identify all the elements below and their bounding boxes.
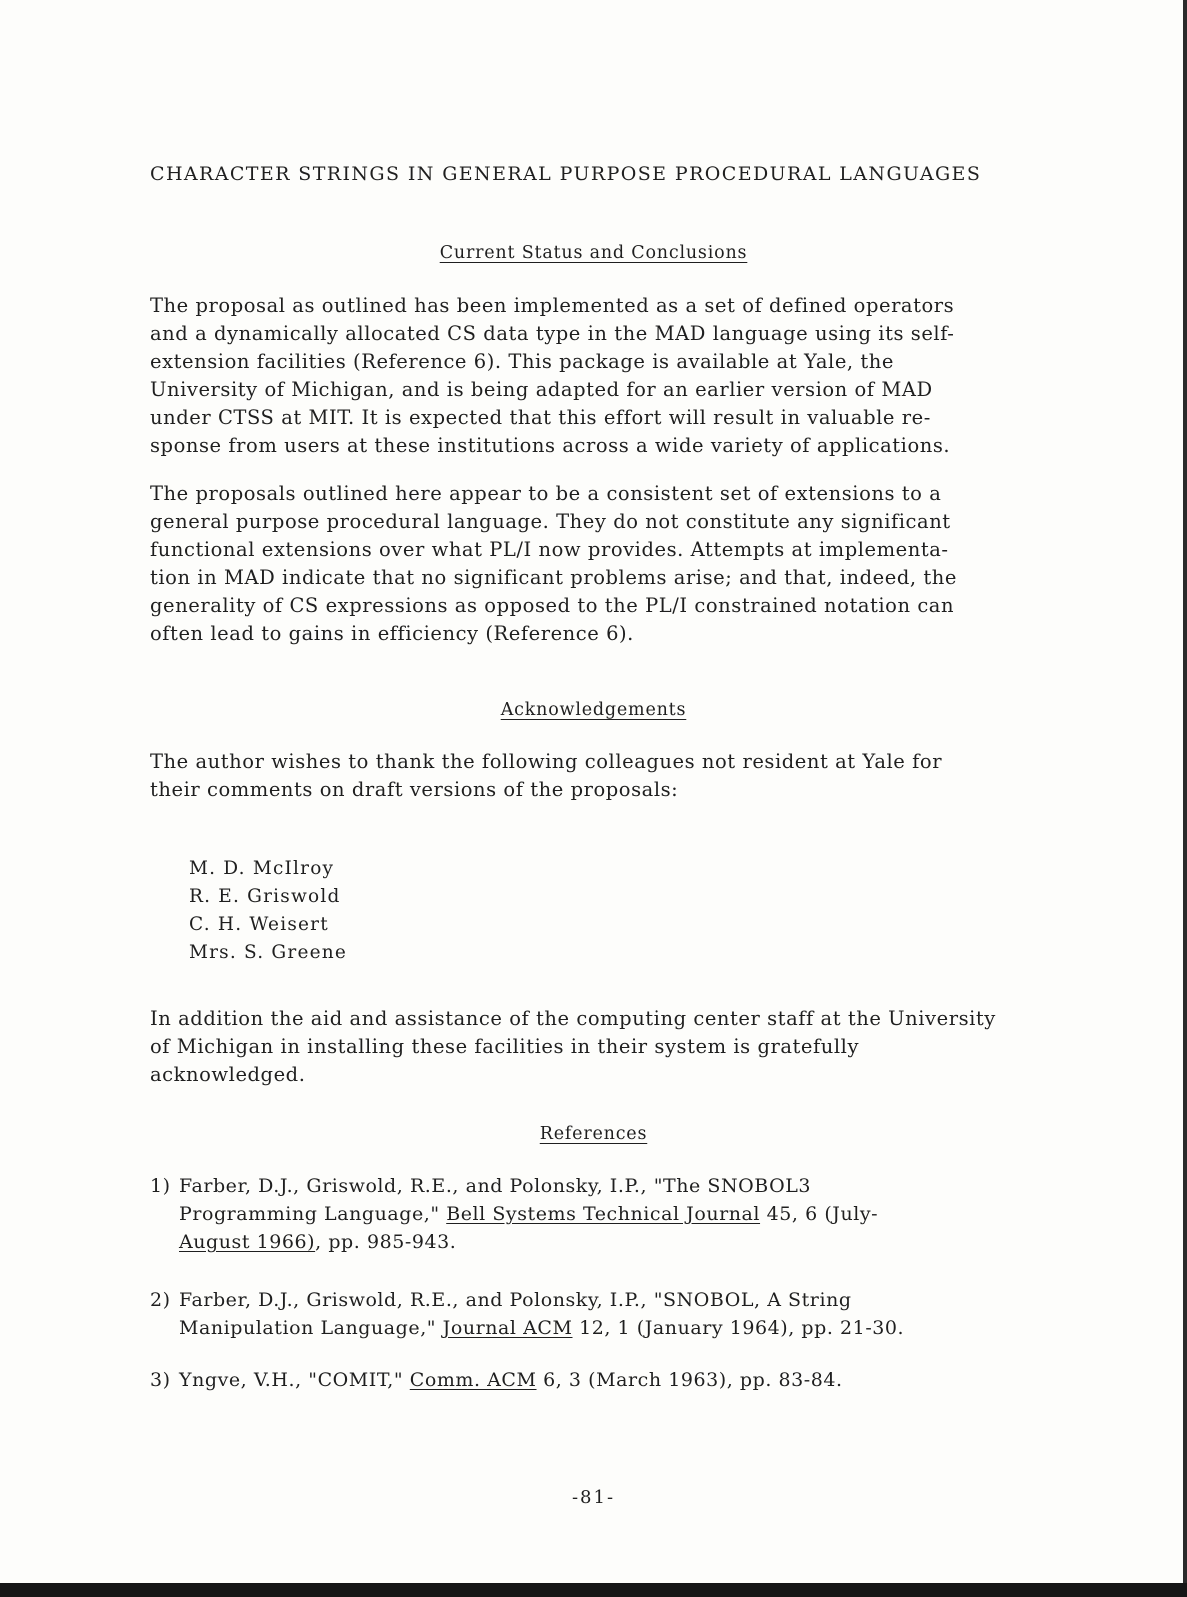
text-line: and a dynamically allocated CS data type in the MAD language using its self- — [150, 322, 955, 345]
status-paragraph-1 — [150, 292, 1080, 460]
text-span: , pp. 985-943. — [315, 1231, 457, 1253]
text-span: Programming Language," — [179, 1203, 447, 1225]
section-heading-status — [0, 243, 1187, 263]
text-line: functional extensions over what PL/I now provides. Attempts at implementa- — [150, 538, 949, 561]
document-title: CHARACTER STRINGS IN GENERAL PURPOSE PROCEDURAL LANGUAGES — [150, 163, 982, 185]
heading-text: References — [539, 1124, 648, 1144]
reference-number: 1) — [150, 1175, 171, 1197]
text-span: Yngve, V.H., "COMIT," — [179, 1369, 410, 1391]
status-paragraph-2 — [150, 480, 1080, 648]
text-line: general purpose procedural language. They do not constitute any significant — [150, 510, 951, 533]
journal-title: August 1966) — [179, 1231, 316, 1253]
colleague-name: R. E. Griswold — [189, 886, 341, 907]
journal-title: Journal ACM — [442, 1317, 573, 1339]
text-line: tion in MAD indicate that no significant problems arise; and that, indeed, the — [150, 566, 957, 589]
colleague-name: C. H. Weisert — [189, 914, 329, 935]
journal-title: Bell Systems Technical Journal — [446, 1203, 761, 1225]
colleague-name: M. D. McIlroy — [189, 858, 335, 879]
text-span: Manipulation Language," — [179, 1317, 443, 1339]
scan-edge-bottom — [0, 1583, 1187, 1597]
text-line: of Michigan in installing these facilities in their system is gratefully — [150, 1035, 860, 1058]
text-line: The proposal as outlined has been implemented as a set of defined operators — [150, 294, 955, 317]
text-line: under CTSS at MIT. It is expected that this effort will result in valuable re- — [150, 406, 931, 429]
text-line — [179, 1366, 1079, 1394]
text-line: The proposals outlined here appear to be a consistent set of extensions to a — [150, 482, 942, 505]
reference-text — [179, 1366, 1079, 1394]
text-line: generality of CS expressions as opposed to the PL/I constrained notation can — [150, 594, 955, 617]
section-heading-references — [0, 1124, 1187, 1144]
text-span: 6, 3 (March 1963), pp. 83-84. — [536, 1369, 843, 1391]
text-line: Farber, D.J., Griswold, R.E., and Polonsky, I.P., "The SNOBOL3 — [179, 1175, 812, 1197]
colleague-name: Mrs. S. Greene — [189, 942, 347, 963]
page-number: -81- — [571, 1487, 616, 1508]
acknowledgements-closing — [150, 1005, 1080, 1089]
text-line: University of Michigan, and is being adapted for an earlier version of MAD — [150, 378, 933, 401]
reference-text — [179, 1286, 1079, 1342]
text-line: In addition the aid and assistance of the computing center staff at the University — [150, 1007, 996, 1030]
reference-number: 2) — [150, 1289, 171, 1311]
heading-text: Current Status and Conclusions — [439, 243, 748, 263]
text-line — [179, 1314, 1079, 1342]
reference-number: 3) — [150, 1369, 171, 1391]
text-line — [179, 1200, 1079, 1228]
reference-text — [179, 1172, 1079, 1256]
text-line: acknowledged. — [150, 1063, 306, 1086]
text-span: 12, 1 (January 1964), pp. 21-30. — [572, 1317, 905, 1339]
journal-title: Comm. ACM — [409, 1369, 537, 1391]
text-span: 45, 6 (July- — [760, 1203, 879, 1225]
heading-text: Acknowledgements — [500, 700, 687, 720]
text-line: often lead to gains in efficiency (Reference 6). — [150, 622, 634, 645]
text-line: extension facilities (Reference 6). This package is available at Yale, the — [150, 350, 895, 373]
section-heading-acknowledgements — [0, 700, 1187, 720]
text-line: The author wishes to thank the following colleagues not resident at Yale for — [150, 750, 943, 773]
text-line: sponse from users at these institutions across a wide variety of applications. — [150, 434, 951, 457]
acknowledgements-intro — [150, 748, 1080, 804]
colleague-list — [189, 855, 347, 967]
text-line: their comments on draft versions of the proposals: — [150, 778, 679, 801]
text-line: Farber, D.J., Griswold, R.E., and Polonsky, I.P., "SNOBOL, A String — [179, 1289, 852, 1311]
scan-edge-right — [1183, 0, 1187, 1597]
text-line — [179, 1228, 1079, 1256]
